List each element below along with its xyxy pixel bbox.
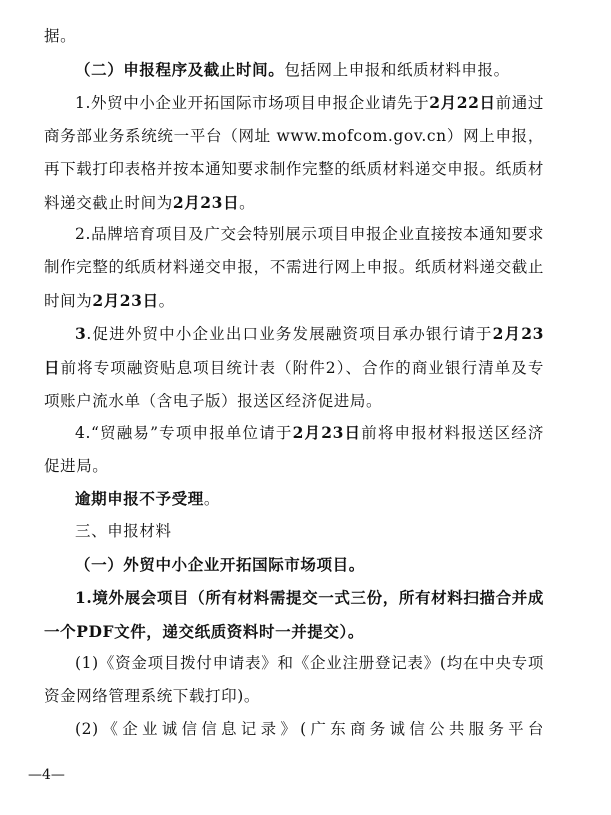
text-run: 。	[239, 194, 256, 212]
paragraph-item-1	[44, 86, 544, 220]
text-run: 前将申报材料报送区经济促进局。	[44, 424, 545, 475]
text-run: .促进外贸中小企业出口业务发展融资项目承办银行请于	[86, 325, 493, 343]
date-bold: 2月22日	[429, 93, 496, 112]
text-run: (1)《资金项目拨付申请表》和《企业注册登记表》(均在中央专项资金网络管理系统下载打印)。	[44, 654, 544, 705]
date-bold: 2月23日	[44, 324, 544, 377]
bold-heading: （一）外贸中小企业开拓国际市场项目。	[75, 555, 365, 574]
paragraph-item-3	[44, 317, 544, 418]
date-bold: 2月23日	[292, 423, 362, 442]
date-bold: 2月23日	[172, 193, 240, 212]
paragraph-continuation	[44, 20, 544, 53]
text-run: 4.“贸融易”专项申报单位请于	[75, 424, 293, 442]
text-run: 据。	[44, 27, 77, 45]
text-run: 1.外贸中小企业开拓国际市场项目申报企业请先于	[75, 94, 430, 112]
bold-text: 1.境外展会项目（所有材料需提交一式三份，所有材料扫描合并成一个PDF文件，递交纸质资料时一并提交）。	[44, 588, 544, 641]
bold-notice: 逾期申报不予受理	[75, 489, 204, 508]
text-run: 前通过商务部业务系统统一平台（网址 www.mofcom.gov.cn）网上申报，再下载打印表格并按本通知要求制作完整的纸质材料递交申报。纸质材料递交截止时间为	[44, 94, 544, 212]
text-run: 2.品牌培育项目及广交会特别展示项目申报企业直接按本通知要求制作完整的纸质材料递交申报，不需进行网上申报。纸质材料递交截止时间为	[44, 225, 544, 310]
text-run: 前将专项融资贴息项目统计表（附件2）、合作的商业银行清单及专项账户流水单（含电子版）报送区经济促进局。	[44, 359, 544, 410]
section-heading-procedure	[44, 53, 544, 87]
bold-heading: （二）申报程序及截止时间。	[75, 60, 285, 79]
text-run: 。	[158, 292, 175, 310]
page-number: —4—	[28, 767, 65, 783]
material-item-1	[44, 647, 544, 713]
text-run: (2)《企业诚信信息记录》(广东商务诚信公共服务平台	[75, 720, 544, 738]
paragraph-late-notice	[44, 482, 544, 516]
subsection-heading	[44, 548, 544, 582]
date-bold: 2月23日	[92, 291, 159, 310]
paragraph-item-4	[44, 416, 544, 483]
text-run: 包括网上申报和纸质材料申报。	[284, 61, 510, 79]
material-item-2	[44, 713, 544, 746]
number-bold: 3	[75, 324, 87, 343]
paragraph-item-2	[44, 218, 544, 318]
text-run: 三、申报材料	[75, 522, 172, 540]
text-run: 。	[203, 490, 220, 508]
subsection-item-1	[44, 581, 544, 649]
section-heading-materials	[44, 515, 544, 548]
